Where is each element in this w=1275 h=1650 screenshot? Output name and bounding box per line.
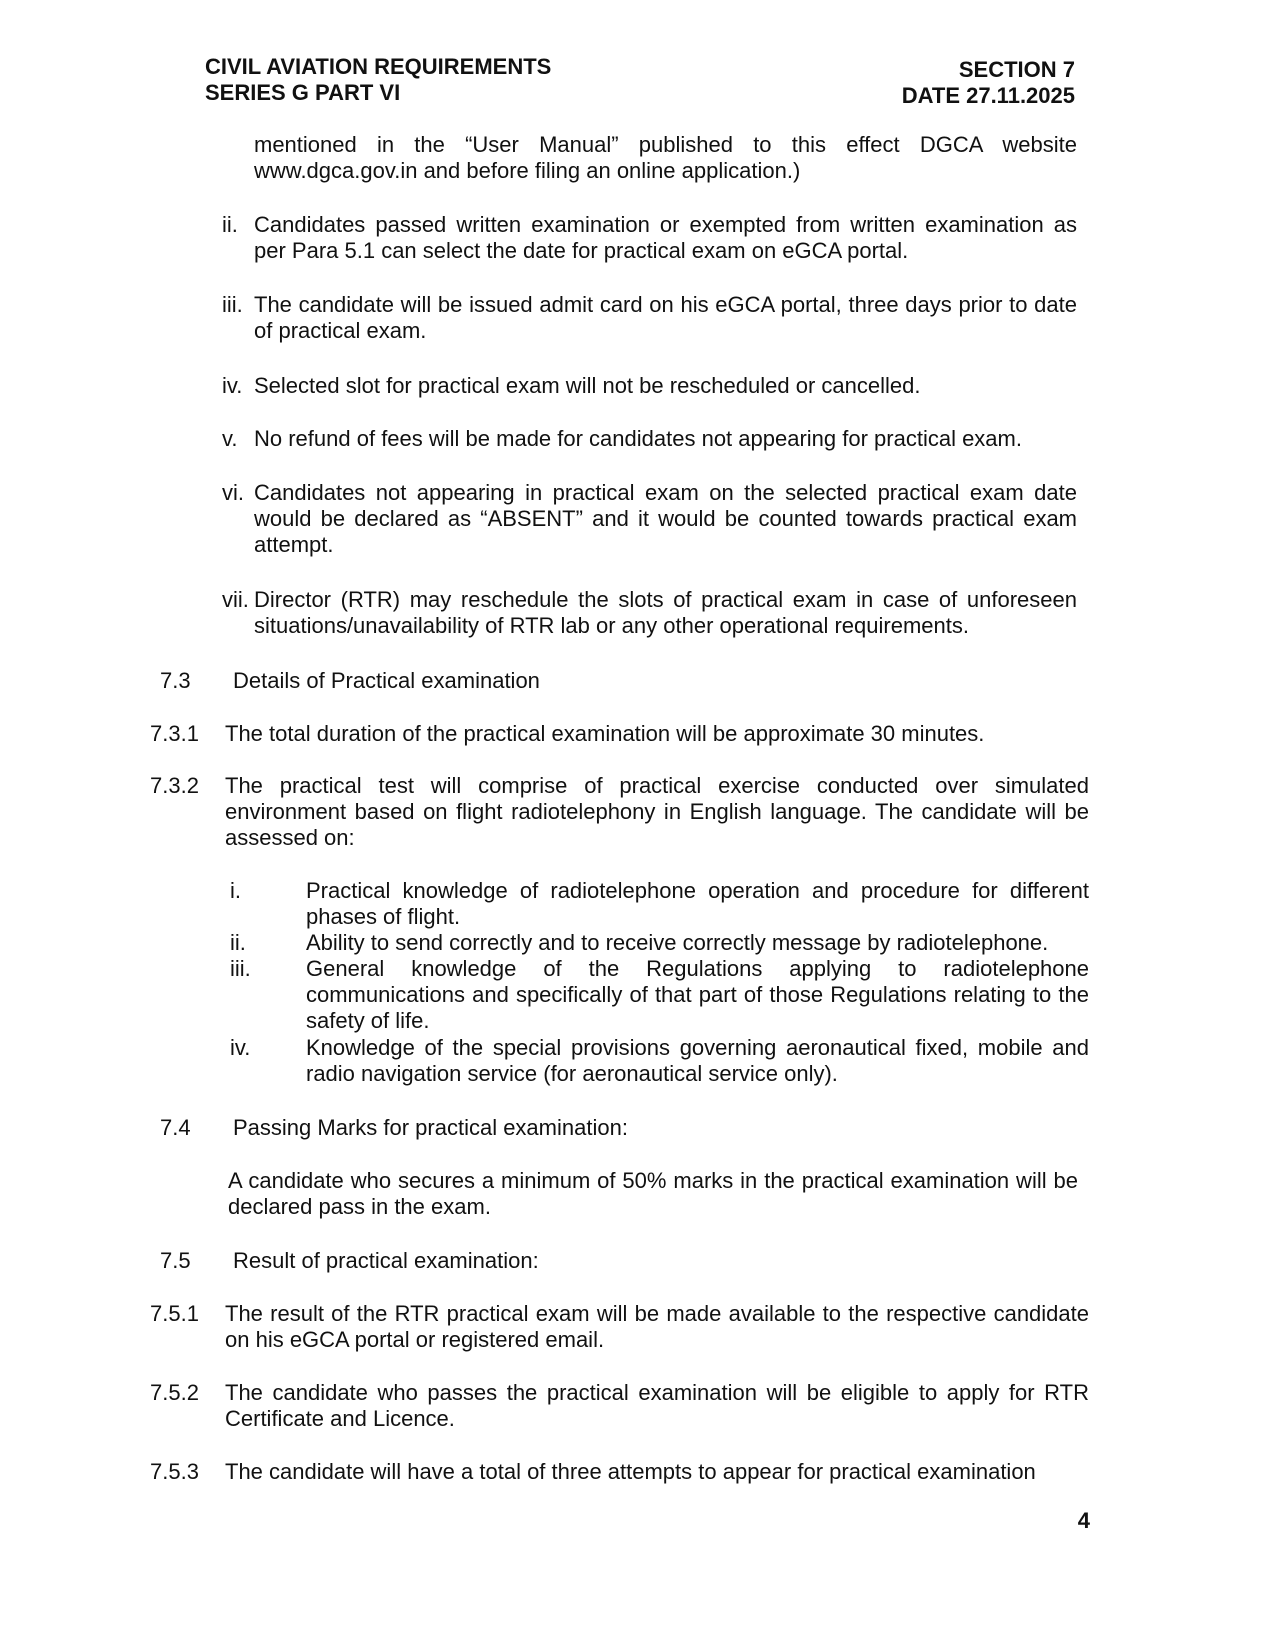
item-text: Knowledge of the special provisions governing aeronautical fixed, mobile and radio navigation service (for aeronautical service only). xyxy=(306,1035,1089,1086)
section-number-7-3-1: 7.3.1 xyxy=(150,721,199,746)
section-text-7-5-1: The result of the RTR practical exam will be made available to the respective candidate on his eGCA portal or registered email. xyxy=(225,1301,1089,1352)
section-number-7-5-1: 7.5.1 xyxy=(150,1301,199,1326)
header-section: SECTION 7 xyxy=(958,57,1075,82)
item-text: Practical knowledge of radiotelephone operation and procedure for different phases of flight. xyxy=(306,878,1089,929)
section-number-7-5-3: 7.5.3 xyxy=(150,1459,199,1484)
item-number: vi. xyxy=(222,480,244,505)
document-header-right xyxy=(902,57,1075,109)
item-number: i. xyxy=(230,878,241,903)
page-number: 4 xyxy=(1077,1508,1090,1533)
item-text: Ability to send correctly and to receive correctly message by radiotelephone. xyxy=(306,930,1049,955)
section-number-7-5: 7.5 xyxy=(160,1248,191,1273)
section-text-7-5-2: The candidate who passes the practical examination will be eligible to apply for RTR Certificate and Licence. xyxy=(225,1380,1089,1431)
item-number: ii. xyxy=(222,212,238,237)
section-text-7-4: A candidate who secures a minimum of 50% marks in the practical examination will be declared pass in the exam. xyxy=(228,1168,1078,1219)
section-number-7-3-2: 7.3.2 xyxy=(150,773,199,798)
header-date: DATE 27.11.2025 xyxy=(901,83,1075,108)
item-number: ii. xyxy=(230,930,246,955)
section-title-7-3: Details of Practical examination xyxy=(233,668,540,693)
item-text: No refund of fees will be made for candidates not appearing for practical exam. xyxy=(254,426,1022,451)
item-text: Candidates not appearing in practical exam on the selected practical exam date would be declared as “ABSENT” and it would be counted towards practical exam attempt. xyxy=(254,480,1077,557)
document-header-left xyxy=(205,54,551,106)
section-title-7-5: Result of practical examination: xyxy=(233,1248,539,1273)
item-number: iii. xyxy=(230,956,251,981)
item-text: Selected slot for practical exam will not be rescheduled or cancelled. xyxy=(254,373,921,398)
item-text: General knowledge of the Regulations applying to radiotelephone communications and specifically of that part of those Regulations relating to the safety of life. xyxy=(306,956,1089,1033)
section-title-7-4: Passing Marks for practical examination: xyxy=(233,1115,628,1140)
header-series: SERIES G PART VI xyxy=(205,80,401,105)
header-title: CIVIL AVIATION REQUIREMENTS xyxy=(205,54,552,79)
item-text: The candidate will be issued admit card on his eGCA portal, three days prior to date of practical exam. xyxy=(254,292,1077,343)
item-number: iii. xyxy=(222,292,243,317)
section-number-7-4: 7.4 xyxy=(160,1115,191,1140)
item-number: iv. xyxy=(222,373,243,398)
item-text: Director (RTR) may reschedule the slots of practical exam in case of unforeseen situations/unavailability of RTR lab or any other operational requirements. xyxy=(254,587,1077,638)
section-text-7-5-3: The candidate will have a total of three attempts to appear for practical examination xyxy=(225,1459,1036,1484)
section-text-7-3-2: The practical test will comprise of practical exercise conducted over simulated environment based on flight radiotelephony in English language. The candidate will be assessed on: xyxy=(225,773,1089,850)
section-text-7-3-1: The total duration of the practical examination will be approximate 30 minutes. xyxy=(225,721,985,746)
item-number: v. xyxy=(222,426,238,451)
section-number-7-5-2: 7.5.2 xyxy=(150,1380,199,1405)
item-text: Candidates passed written examination or exempted from written examination as per Para 5.1 can select the date for practical exam on eGCA portal. xyxy=(254,212,1077,263)
continuation-paragraph: mentioned in the “User Manual” published to this effect DGCA website www.dgca.gov.in and before filing an online application.) xyxy=(254,132,1077,183)
section-number-7-3: 7.3 xyxy=(160,668,191,693)
item-number: iv. xyxy=(230,1035,251,1060)
item-number: vii. xyxy=(222,587,249,612)
